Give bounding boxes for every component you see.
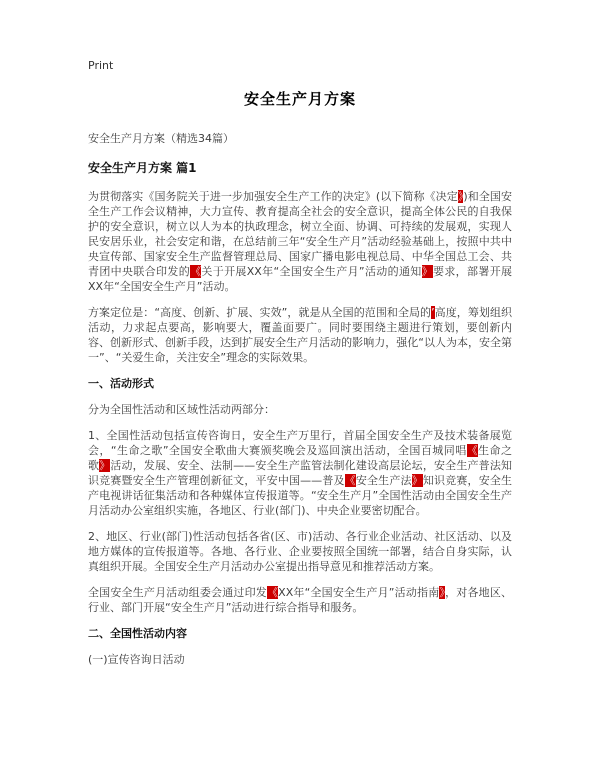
highlighted-char: 》	[411, 474, 423, 487]
highlighted-char: 《	[466, 444, 479, 457]
paragraph-national-activities	[88, 428, 512, 518]
section-heading-part1: 安全生产月方案 篇1	[88, 161, 197, 175]
text-run: 为贯彻落实《国务院关于进一步加强安全生产工作的决定》(以下简称《决定	[88, 190, 458, 203]
paragraph-regional-activities: 2、地区、行业(部门)性活动包括各省(区、市)活动、各行业企业活动、社区活动、以及地方媒体的宣传报道等。各地、各行业、企业要按照全国统一部署，结合自身实际，认真组织开展。全国安全生产月活动办公室提出指导意见和推荐活动方案。	[88, 530, 512, 573]
paragraph-plan-positioning	[88, 305, 512, 365]
text-run: 知识竞赛，安全生产电视讲话征集活动和各种媒体宣传报道等。“安全生产月”全国性活动由全国安全生产月活动办公室组织实施，各地区、行业(部门)、中央企业要密切配合。	[88, 474, 513, 517]
text-run: 全国安全生产月活动组委会通过印发	[88, 586, 267, 599]
highlighted-char: 》	[421, 265, 433, 278]
text-run: 方案定位是：“高度、创新、扩展、实效”，就是从全国的范围和全局的	[88, 306, 432, 319]
highlighted-char: ’	[431, 306, 435, 319]
heading-activity-format: 一、活动形式	[88, 377, 154, 390]
text-run: 活动，发展、安全、法制——安全生产监管法制化建设高层论坛，安全生产普法知识竞赛暨安全生产管理创新征文，平安中国——普及	[88, 459, 513, 487]
text-run: 关于开展XX年“全国安全生产月”活动的通知	[201, 265, 422, 278]
heading-national-content: 二、全国性活动内容	[88, 627, 187, 640]
paragraph-activity-guide	[88, 585, 512, 615]
highlighted-char: 》	[457, 190, 464, 203]
paragraph-activity-split: 分为全国性活动和区域性活动两部分：	[88, 403, 275, 416]
text-run: 生命之歌	[88, 444, 513, 472]
highlighted-char: 《	[266, 586, 279, 599]
text-run: )和全国安全生产工作会议精神，大力宣传、教育提高全社会的安全意识，提高全体公民的自我保护的安全意识，树立以人为本的执政理念，树立全面、协调、可持续的发展观，实现人民安居乐业，社会安定和谐，在总结前三年“安全生产月”活动经验基础上，按照中共中央宣传部、国家安全生产监督管理总局、国家广播电影电视总局、中华全国总工会、共青团中央联合印发的	[88, 190, 512, 278]
text-run: 安全生产法	[355, 474, 412, 487]
page-title: 安全生产月方案	[243, 90, 356, 108]
highlighted-char: 《	[190, 265, 202, 278]
doc-subtitle: 安全生产月方案（精选34篇）	[88, 132, 234, 145]
text-run: 高度，筹划组织活动，力求起点要高，影响要大，覆盖面要广。同时要围绕主题进行策划，要创新内容、创新形式、创新手段，达到扩展安全生产月活动的影响力，强化“以人为本，安全第一”、“关爱生命，关注安全”理念的实际效果。	[88, 306, 513, 364]
print-link[interactable]: Print	[88, 59, 114, 72]
highlighted-char: 《	[344, 474, 356, 487]
paragraph-consultation-day: (一)宣传咨询日活动	[88, 653, 185, 666]
text-run: XX年“全国安全生产月”活动指南	[278, 586, 440, 599]
text-run: 1、全国性活动包括宣传咨询日，安全生产万里行，首届全国安全生产及技术装备展览会，“生命之歌”全国安全歌曲大赛颁奖晚会及巡回演出活动，全国百城同唱	[88, 429, 512, 457]
text-run: 要求，部署开展XX年“全国安全生产月”活动。	[88, 265, 513, 293]
text-run: ，对各地区、行业、部门开展“安全生产月”活动进行综合指导和服务。	[88, 586, 513, 614]
paragraph-intro	[88, 189, 512, 294]
highlighted-char: 》	[99, 459, 111, 472]
highlighted-char: 》	[439, 586, 446, 599]
